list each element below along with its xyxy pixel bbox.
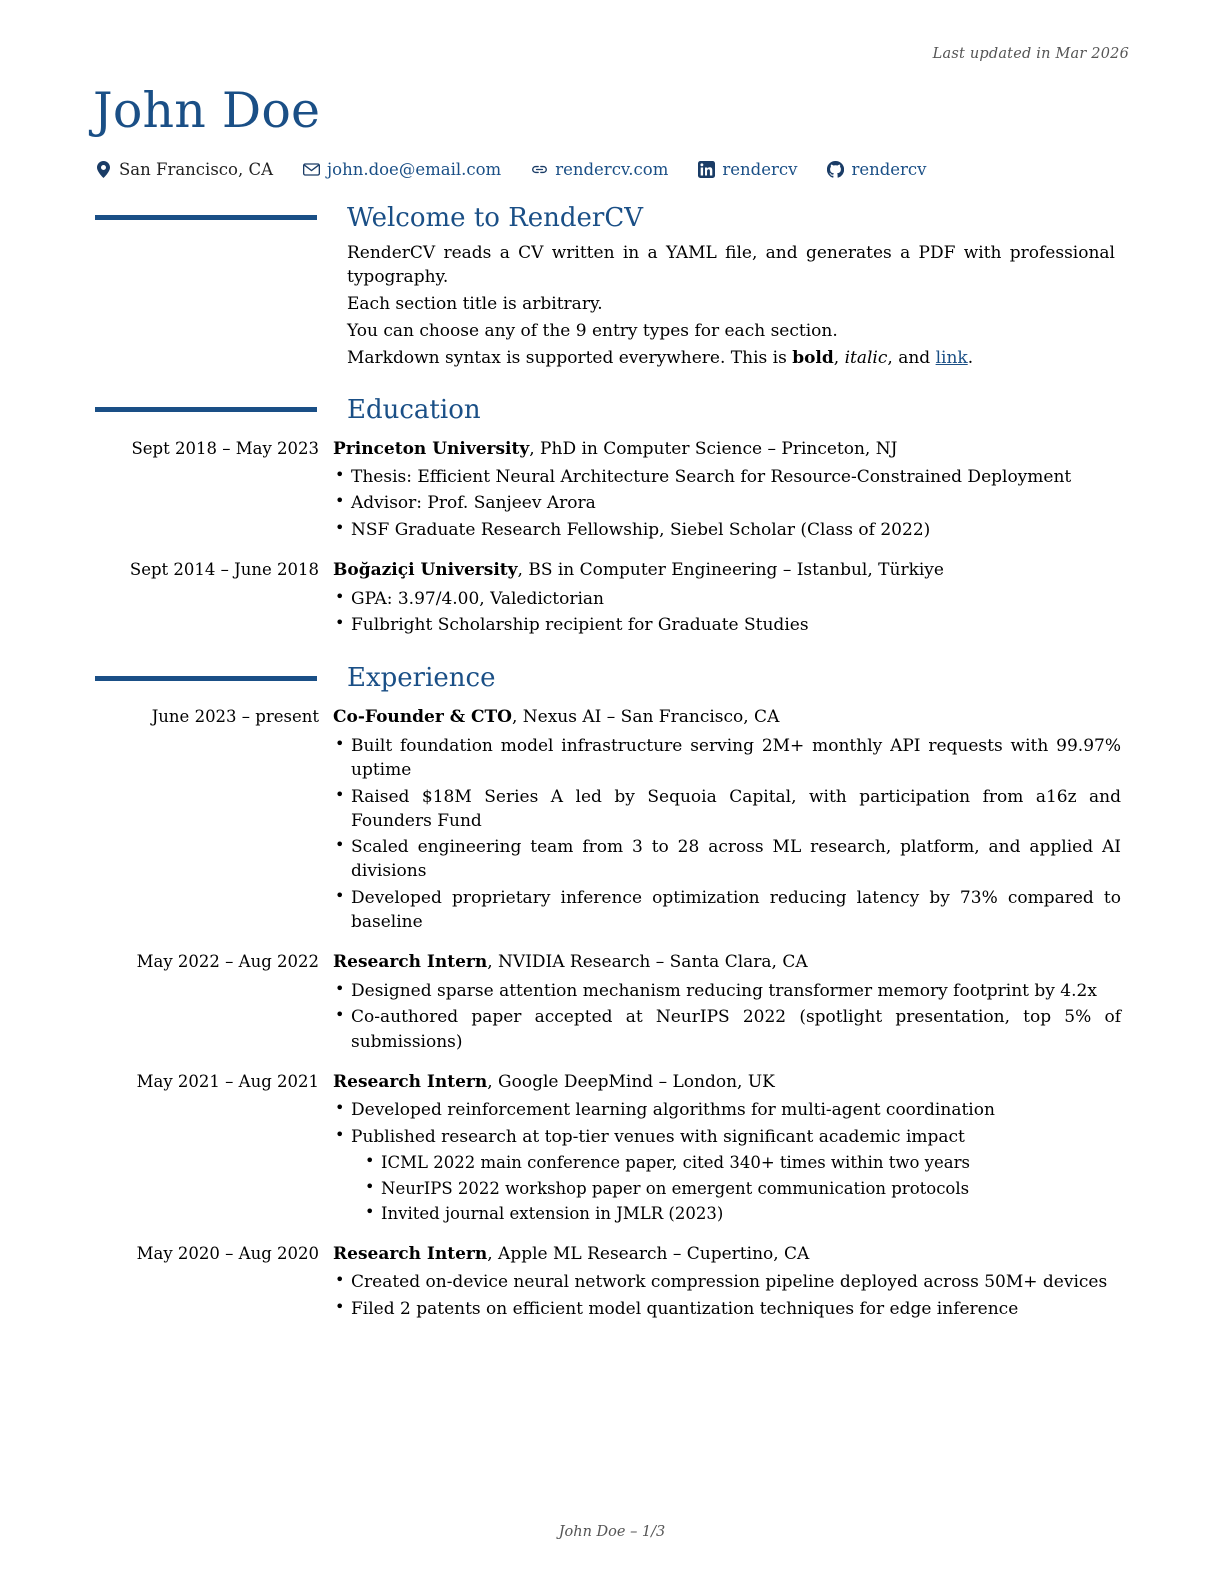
section-education [95,394,1129,640]
contact-email-label[interactable]: john.doe@email.com [327,159,502,179]
entry-date: Sept 2018 – May 2023 [131,438,319,458]
section-education-title: Education [347,394,481,425]
contact-github[interactable] [827,160,926,179]
page-footer: John Doe – 1/3 [558,1524,666,1540]
section-welcome-body [347,241,1129,371]
experience-entry [95,1242,1129,1323]
entry-main [333,1070,1129,1228]
entry-detail: , NVIDIA Research – Santa Clara, CA [487,952,808,973]
list-item: • Raised $18M Series A led by Sequoia Capital, with participation from a16z and Founders Fund [333,785,1121,834]
list-item: • Filed 2 patents on efficient model quantization techniques for edge inference [333,1297,1121,1321]
entry-title [333,437,1129,462]
entry-title [333,950,1129,975]
contact-website[interactable] [531,160,668,179]
list-item [333,1125,1121,1226]
experience-entry [95,705,1129,936]
section-welcome [95,202,1129,371]
section-rule [95,215,317,220]
entry-date: May 2022 – Aug 2022 [136,952,319,972]
entry-sub-bullets [363,1151,1121,1226]
contact-location-label: San Francisco, CA [119,159,274,179]
list-item: • ICML 2022 main conference paper, cited 340+ times within two years [363,1151,1121,1175]
welcome-paragraph: RenderCV reads a CV written in a YAML file, and generates a PDF with professional typography. [347,242,1115,288]
location-pin-icon [95,161,112,178]
welcome-markdown-paragraph [347,346,1115,370]
list-item: • Thesis: Efficient Neural Architecture Search for Resource-Constrained Deployment [333,465,1121,489]
entry-bullets [333,465,1129,542]
entry-main [333,437,1129,545]
section-welcome-title: Welcome to RenderCV [347,202,644,233]
entry-main [333,558,1129,639]
entry-institution: Princeton University [333,438,530,459]
list-item: • Built foundation model infrastructure serving 2M+ monthly API requests with 99.97% uptime [333,734,1121,783]
page-title: John Doe [93,82,321,139]
entry-main [333,950,1129,1056]
markdown-bold: bold [792,348,834,369]
list-item: • Fulbright Scholarship recipient for Graduate Studies [333,613,1121,637]
entry-date: May 2021 – Aug 2021 [136,1071,319,1091]
list-item: • Scaled engineering team from 3 to 28 across ML research, platform, and applied AI divisions [333,835,1121,884]
markdown-prefix: Markdown syntax is supported everywhere. This is [347,348,793,369]
entry-title [333,1242,1129,1267]
markdown-suffix: . [967,348,974,369]
contact-location [95,160,273,179]
education-entry [95,437,1129,545]
entry-position: Co-Founder & CTO [333,707,512,728]
list-item: • Developed proprietary inference optimization reducing latency by 73% compared to baseline [333,886,1121,935]
welcome-paragraph: Each section title is arbitrary. [347,294,603,315]
section-rule [95,676,317,681]
contact-row [95,160,1129,179]
section-experience [95,665,1129,1323]
experience-entry [95,1070,1129,1228]
entry-bullets [333,1270,1129,1321]
last-updated-text: Last updated in Mar 2026 [932,46,1129,62]
list-item-text: Published research at top-tier venues with significant academic impact [351,1126,965,1147]
markdown-italic: italic [844,348,888,369]
entry-bullets [333,1098,1129,1225]
entry-bullets [333,734,1129,934]
contact-linkedin-label[interactable]: rendercv [722,159,798,179]
entry-detail: , PhD in Computer Science – Princeton, NJ [529,438,898,459]
entry-title [333,705,1129,730]
contact-website-label[interactable]: rendercv.com [555,159,669,179]
section-rule [95,407,317,412]
entry-institution: Boğaziçi University [333,560,518,581]
entry-date: June 2023 – present [151,707,319,727]
markdown-mid: , [833,348,845,369]
experience-entry [95,950,1129,1056]
contact-email[interactable] [303,160,501,179]
linkedin-icon [698,161,715,178]
entry-detail: , Apple ML Research – Cupertino, CA [487,1243,810,1264]
entry-detail: , Nexus AI – San Francisco, CA [511,707,780,728]
list-item: • Created on-device neural network compression pipeline deployed across 50M+ devices [333,1270,1121,1294]
section-welcome-head [95,202,1129,233]
entry-date: Sept 2014 – June 2018 [129,560,319,580]
entry-main [333,1242,1129,1323]
list-item: • Advisor: Prof. Sanjeev Arora [333,491,1121,515]
github-icon [827,161,844,178]
entry-position: Research Intern [333,952,488,973]
welcome-paragraph: You can choose any of the 9 entry types for each section. [347,321,838,342]
entry-bullets [333,587,1129,638]
list-item: • Invited journal extension in JMLR (2023) [363,1202,1121,1226]
link-icon [531,161,548,178]
entry-date: May 2020 – Aug 2020 [136,1243,319,1263]
entry-main [333,705,1129,936]
list-item: • Developed reinforcement learning algorithms for multi-agent coordination [333,1098,1121,1122]
markdown-mid2: , and [887,348,936,369]
section-experience-title: Experience [347,663,496,694]
entry-bullets [333,979,1129,1054]
entry-position: Research Intern [333,1243,488,1264]
entry-title [333,1070,1129,1095]
contact-github-label[interactable]: rendercv [851,159,927,179]
markdown-link[interactable]: link [935,348,968,369]
list-item: • GPA: 3.97/4.00, Valedictorian [333,587,1121,611]
entry-title [333,558,1129,583]
list-item: • Co-authored paper accepted at NeurIPS 2022 (spotlight presentation, top 5% of submissions) [333,1005,1121,1054]
envelope-icon [303,161,320,178]
education-entry [95,558,1129,639]
list-item: • NSF Graduate Research Fellowship, Siebel Scholar (Class of 2022) [333,518,1121,542]
section-experience-head [95,663,1129,694]
list-item: • Designed sparse attention mechanism reducing transformer memory footprint by 4.2x [333,979,1121,1003]
entry-detail: , BS in Computer Engineering – Istanbul, Türkiye [517,560,944,581]
section-education-head [95,394,1129,425]
contact-linkedin[interactable] [698,160,797,179]
entry-position: Research Intern [333,1071,488,1092]
entry-detail: , Google DeepMind – London, UK [487,1071,775,1092]
list-item: • NeurIPS 2022 workshop paper on emergent communication protocols [363,1177,1121,1201]
